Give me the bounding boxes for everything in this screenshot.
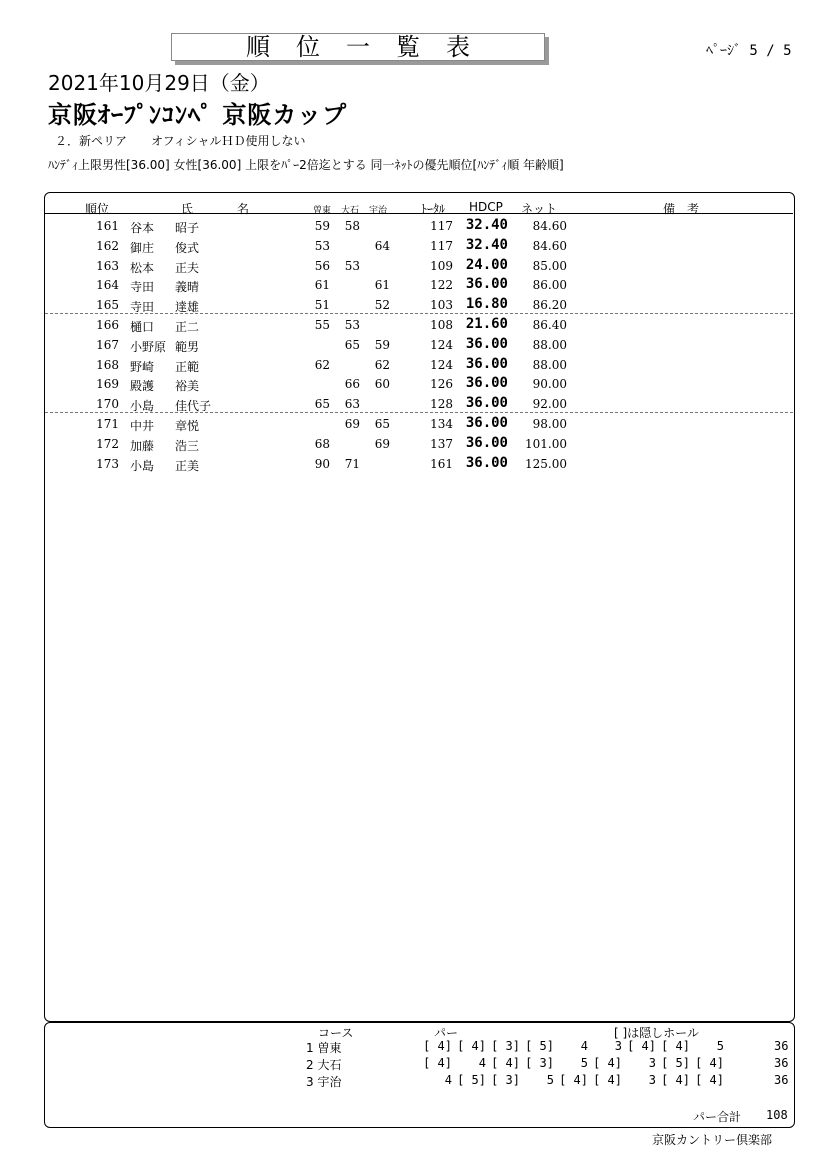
hole-par: 4 xyxy=(580,1039,588,1053)
col-header-course-3: 宇治 xyxy=(369,206,388,216)
hole-par: [ 4] xyxy=(695,1073,724,1087)
total-score: 126 xyxy=(430,377,453,392)
course-3-score: 60 xyxy=(374,377,390,392)
total-score: 103 xyxy=(430,298,453,313)
surname-cell: 殿護 xyxy=(130,379,155,394)
table-row xyxy=(45,236,793,256)
hdcp-value: 36.00 xyxy=(465,434,508,451)
table-row xyxy=(45,355,793,375)
table-row xyxy=(45,275,793,295)
hole-par: 5 xyxy=(546,1073,554,1087)
col-header-total: ﾄｰﾀﾙ xyxy=(421,202,446,216)
surname-cell: 松本 xyxy=(130,260,155,275)
course-label: コース xyxy=(318,1026,354,1040)
hdcp-value: 32.40 xyxy=(465,217,508,233)
net-score: 84.60 xyxy=(532,238,567,253)
surname-cell: 寺田 xyxy=(130,280,155,295)
total-score: 134 xyxy=(430,417,453,431)
surname-cell: 小島 xyxy=(130,458,155,473)
hole-par: 5 xyxy=(716,1039,724,1053)
hdcp-value: 36.00 xyxy=(465,375,508,392)
hole-par: [ 5] xyxy=(457,1073,486,1087)
col-header-name-1: 氏 xyxy=(181,202,194,216)
club-name: 京阪カントリー倶楽部 xyxy=(652,1133,773,1147)
hole-par: [ 5] xyxy=(661,1056,690,1070)
net-score: 92.00 xyxy=(532,397,567,412)
hdcp-value: 21.60 xyxy=(465,316,508,332)
table-row xyxy=(45,335,793,355)
hole-par: 3 xyxy=(648,1073,656,1087)
course-2-score: 71 xyxy=(344,456,360,471)
rank-cell: 169 xyxy=(96,377,119,392)
rank-cell: 165 xyxy=(96,298,119,313)
total-score: 124 xyxy=(430,357,453,372)
net-score: 88.00 xyxy=(532,357,567,372)
course-2-score: 63 xyxy=(344,397,360,412)
hole-par: [ 4] xyxy=(593,1073,622,1087)
col-header-rank: 順位 xyxy=(85,202,110,216)
course-name: 3 宇治 xyxy=(306,1075,342,1089)
given-name-cell: 正二 xyxy=(175,320,200,334)
given-name-cell: 達雄 xyxy=(175,300,200,315)
competition-name: 京阪ｵｰﾌﾟﾝｺﾝﾍﾟ 京阪カップ xyxy=(48,101,348,129)
total-score: 117 xyxy=(430,219,453,233)
table-row xyxy=(45,315,793,335)
col-header-course-1: 曽東 xyxy=(313,206,332,216)
surname-cell: 小野原 xyxy=(130,339,167,354)
net-score: 90.00 xyxy=(532,377,567,392)
course-1-score: 53 xyxy=(314,238,330,253)
given-name-cell: 俊式 xyxy=(175,240,200,255)
course-2-score: 65 xyxy=(344,337,360,352)
surname-cell: 小島 xyxy=(130,399,155,414)
net-score: 98.00 xyxy=(532,417,567,431)
given-name-cell: 裕美 xyxy=(175,379,200,394)
course-1-score: 51 xyxy=(314,298,330,313)
col-header-hdcp: HDCP xyxy=(469,200,503,214)
given-name-cell: 範男 xyxy=(175,339,200,354)
course-par-total: 36 xyxy=(774,1073,789,1087)
course-3-score: 52 xyxy=(374,298,390,313)
rank-cell: 166 xyxy=(96,318,119,332)
surname-cell: 御庄 xyxy=(130,240,155,255)
hole-par: [ 4] xyxy=(457,1039,486,1053)
course-1-score: 55 xyxy=(314,318,330,332)
net-score: 85.00 xyxy=(532,258,567,273)
rank-cell: 167 xyxy=(96,337,119,352)
course-2-score: 53 xyxy=(344,318,360,332)
course-1-score: 59 xyxy=(314,219,330,233)
course-1-score: 68 xyxy=(314,436,330,451)
col-header-net: ネット xyxy=(521,202,558,216)
hdcp-value: 36.00 xyxy=(465,395,508,412)
hole-par: [ 3] xyxy=(491,1073,520,1087)
event-date: 2021年10月29日（金） xyxy=(48,71,270,95)
course-1-score: 62 xyxy=(314,357,330,372)
surname-cell: 樋口 xyxy=(130,320,155,334)
course-3-score: 65 xyxy=(374,417,390,431)
par-label: パー xyxy=(434,1026,459,1040)
rank-cell: 173 xyxy=(96,456,119,471)
hdcp-value: 36.00 xyxy=(465,355,508,372)
rank-cell: 161 xyxy=(96,219,119,233)
total-score: 108 xyxy=(430,318,453,332)
rank-cell: 164 xyxy=(96,278,119,293)
hidden-hole-note: [ ]は隠しホール xyxy=(614,1026,699,1040)
rank-cell: 168 xyxy=(96,357,119,372)
hdcp-value: 36.00 xyxy=(465,415,508,431)
course-2-score: 58 xyxy=(344,219,360,233)
hole-par: [ 4] xyxy=(627,1039,656,1053)
hdcp-value: 36.00 xyxy=(465,454,508,471)
course-3-score: 61 xyxy=(374,278,390,293)
hole-par: 4 xyxy=(478,1056,486,1070)
hole-par: [ 4] xyxy=(491,1056,520,1070)
hole-par: [ 3] xyxy=(491,1039,520,1053)
rank-cell: 171 xyxy=(96,417,119,431)
group-divider xyxy=(45,313,793,314)
net-score: 88.00 xyxy=(532,337,567,352)
course-par-total: 36 xyxy=(774,1056,789,1070)
course-2-score: 69 xyxy=(344,417,360,431)
given-name-cell: 昭子 xyxy=(175,221,200,235)
rank-cell: 162 xyxy=(96,238,119,253)
hole-par: [ 4] xyxy=(559,1073,588,1087)
hole-par: 3 xyxy=(648,1056,656,1070)
course-1-score: 65 xyxy=(314,397,330,412)
hdcp-value: 36.00 xyxy=(465,335,508,352)
par-total-value: 108 xyxy=(766,1108,788,1122)
page-indicator: ﾍﾟｰｼﾞ 5 / 5 xyxy=(706,43,792,59)
course-1-score: 56 xyxy=(314,258,330,273)
total-score: 124 xyxy=(430,337,453,352)
hdcp-value: 24.00 xyxy=(465,256,508,273)
net-score: 125.00 xyxy=(525,456,567,471)
course-1-score: 61 xyxy=(314,278,330,293)
course-1-score: 90 xyxy=(314,456,330,471)
group-divider xyxy=(45,412,793,413)
page-title: 順位一覧表 xyxy=(171,33,545,61)
course-3-score: 69 xyxy=(374,436,390,451)
table-row xyxy=(45,454,793,474)
net-score: 86.20 xyxy=(532,298,567,313)
col-header-course-2: 大石 xyxy=(341,206,360,216)
course-3-score: 64 xyxy=(374,238,390,253)
table-row xyxy=(45,256,793,276)
rank-cell: 172 xyxy=(96,436,119,451)
given-name-cell: 正範 xyxy=(175,359,200,374)
total-score: 117 xyxy=(430,238,453,253)
col-header-name-2: 名 xyxy=(237,202,250,216)
surname-cell: 加藤 xyxy=(130,438,155,453)
hole-par: 5 xyxy=(580,1056,588,1070)
table-row xyxy=(45,414,793,434)
surname-cell: 谷本 xyxy=(130,221,155,235)
net-score: 84.60 xyxy=(532,219,567,233)
total-score: 137 xyxy=(430,436,453,451)
total-score: 161 xyxy=(430,456,453,471)
course-3-score: 59 xyxy=(374,337,390,352)
hole-par: 3 xyxy=(614,1039,622,1053)
given-name-cell: 義晴 xyxy=(175,280,200,295)
hole-par: 4 xyxy=(444,1073,452,1087)
course-name: 2 大石 xyxy=(306,1058,342,1072)
hole-par: [ 5] xyxy=(525,1039,554,1053)
table-row xyxy=(45,216,793,236)
par-total-label: パー合計 xyxy=(693,1110,742,1124)
surname-cell: 野崎 xyxy=(130,359,155,374)
surname-cell: 中井 xyxy=(130,419,155,433)
hole-par: [ 4] xyxy=(661,1073,690,1087)
given-name-cell: 佳代子 xyxy=(175,399,212,414)
net-score: 86.40 xyxy=(532,318,567,332)
col-header-remarks: 備 考 xyxy=(663,202,700,216)
course-2-score: 66 xyxy=(344,377,360,392)
handicap-rule: ﾊﾝﾃﾞｨ上限男性[36.00] 女性[36.00] 上限をﾊﾟｰ2倍迄とする 同一ﾈｯﾄの優先順位[ﾊﾝﾃﾞｨ順 年齢順] xyxy=(48,158,564,172)
hdcp-value: 32.40 xyxy=(465,236,508,253)
hdcp-value: 16.80 xyxy=(465,296,508,313)
net-score: 86.00 xyxy=(532,278,567,293)
total-score: 109 xyxy=(430,258,453,273)
hole-par: [ 4] xyxy=(423,1039,452,1053)
hole-par: [ 4] xyxy=(661,1039,690,1053)
scoring-method: ２．新ペリア オフィシャルＨＤ使用しない xyxy=(55,134,306,148)
total-score: 122 xyxy=(430,278,453,293)
net-score: 101.00 xyxy=(525,436,567,451)
table-row xyxy=(45,374,793,394)
given-name-cell: 正夫 xyxy=(175,260,200,275)
rank-cell: 163 xyxy=(96,258,119,273)
given-name-cell: 章悦 xyxy=(175,419,200,433)
rank-cell: 170 xyxy=(96,397,119,412)
given-name-cell: 正美 xyxy=(175,458,200,473)
hdcp-value: 36.00 xyxy=(465,276,508,293)
hole-par: [ 3] xyxy=(525,1056,554,1070)
given-name-cell: 浩三 xyxy=(175,438,200,453)
surname-cell: 寺田 xyxy=(130,300,155,315)
course-2-score: 53 xyxy=(344,258,360,273)
course-par-total: 36 xyxy=(774,1039,789,1053)
hole-par: [ 4] xyxy=(695,1056,724,1070)
total-score: 128 xyxy=(430,397,453,412)
table-row xyxy=(45,434,793,454)
hole-par: [ 4] xyxy=(593,1056,622,1070)
course-3-score: 62 xyxy=(374,357,390,372)
hole-par: [ 4] xyxy=(423,1056,452,1070)
course-name: 1 曽東 xyxy=(306,1041,342,1055)
